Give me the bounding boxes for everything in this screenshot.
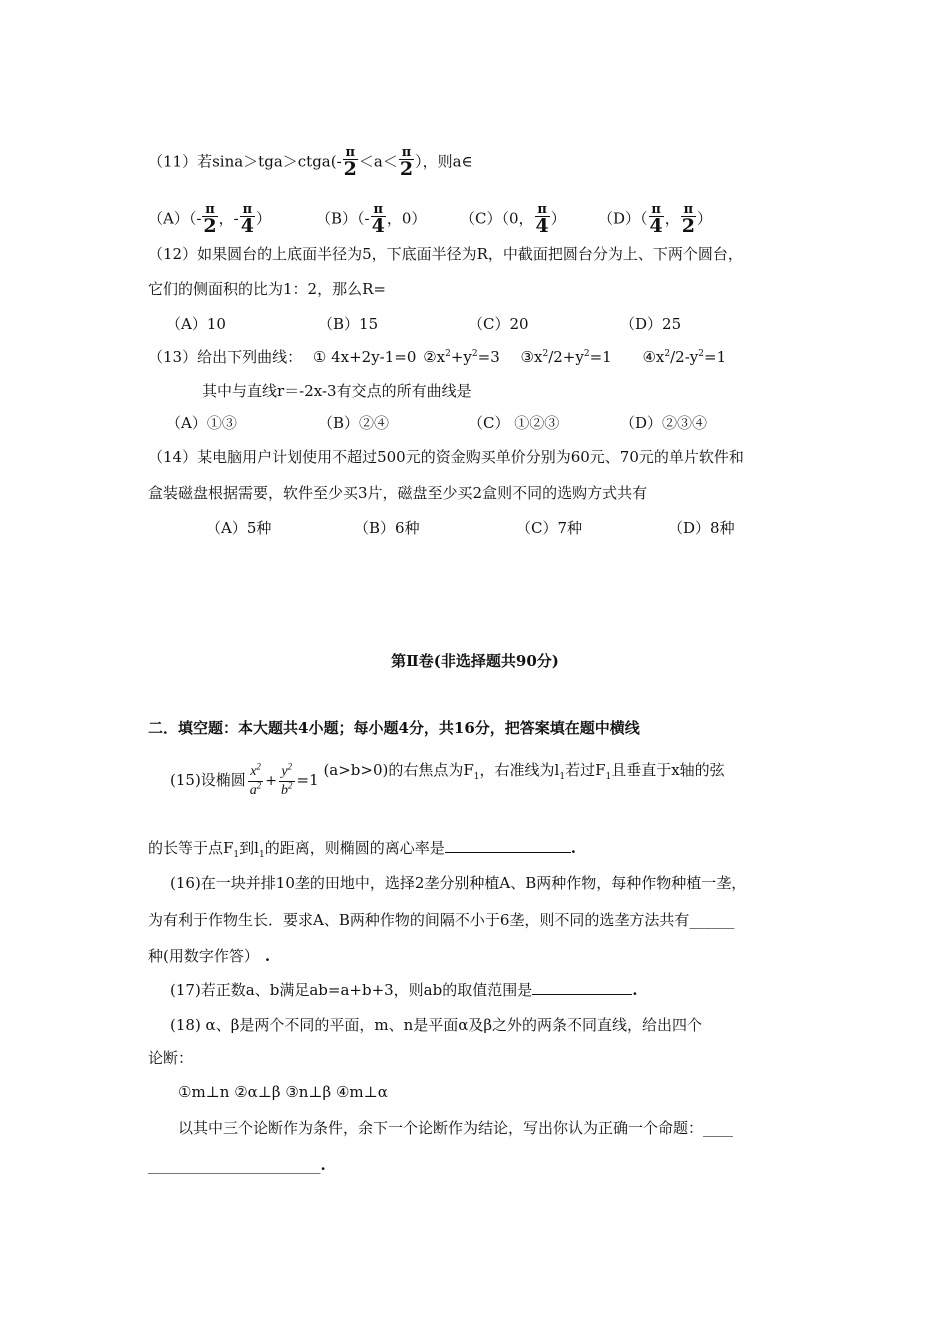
q16-line2: 为有利于作物生长．要求A、B两种作物的间隔不小于6垄，则不同的选垄方法共有______ — [148, 911, 735, 929]
q17-line1: (17)若正数a、b满足ab=a+b+3，则ab的取值范围是 . — [170, 981, 638, 999]
q11-option-b: （B）（- $\frac{\pi}{4}$ ，0） — [316, 202, 427, 237]
q13-option-c: （C） ①②③ — [468, 414, 560, 432]
q11-mid: ＜a＜ — [358, 152, 398, 171]
q18-line5: _______________________. — [148, 1156, 326, 1174]
pi-over-2-fraction: $\frac{\pi}{2}$ — [343, 145, 357, 180]
q11-prefix: （11）若sina＞tga＞ctga(- — [148, 152, 342, 171]
q12-line2: 它们的侧面积的比为1：2，那么R= — [148, 280, 386, 298]
q12-option-c: （C）20 — [468, 315, 529, 333]
q12-option-b: （B）15 — [318, 315, 379, 333]
q18-line3: ①m⊥n ②α⊥β ③n⊥β ④m⊥α — [178, 1083, 388, 1101]
q13-option-d: （D）②③④ — [620, 414, 708, 432]
q16-line3: 种(用数字作答） . — [148, 947, 271, 965]
q11-option-c: （C）（0， $\frac{\pi}{4}$ ） — [460, 202, 566, 237]
part2-title: 第Ⅱ卷(非选择题共90分) — [391, 652, 559, 670]
q14-option-d: （D）8种 — [668, 519, 735, 537]
y2-over-b2-fraction: $\frac{y^2}{b^2}$ — [281, 761, 293, 798]
x2-over-a2-fraction: $\frac{x^2}{a^2}$ — [249, 761, 262, 798]
q11-stem — [148, 146, 473, 179]
q14-option-a: （A）5种 — [206, 519, 272, 537]
q12-option-d: （D）25 — [620, 315, 682, 333]
q13-line2: 其中与直线r＝-2x-3有交点的所有曲线是 — [202, 382, 472, 400]
q18-line4: 以其中三个论断作为条件，余下一个论断作为结论，写出你认为正确一个命题：____ — [178, 1119, 734, 1137]
q12-line1: （12）如果圆台的上底面半径为5，下底面半径为R，中截面把圆台分为上、下两个圆台， — [148, 245, 743, 263]
section2-heading: 二．填空题：本大题共4小题；每小题4分，共16分，把答案填在题中横线 — [148, 719, 640, 737]
q11-suffix: ），则a∈ — [415, 152, 473, 171]
q14-line2: 盒装磁盘根据需要，软件至少买3片，磁盘至少买2盒则不同的选购方式共有 — [148, 484, 648, 502]
answer-blank-17[interactable] — [532, 980, 632, 995]
q13-option-a: （A）①③ — [166, 414, 237, 432]
q14-line1: （14）某电脑用户计划使用不超过500元的资金购买单价分别为60元、70元的单片软件和 — [148, 448, 744, 466]
pi-over-2-fraction: $\frac{\pi}{2}$ — [399, 145, 414, 180]
q11-option-d: （D）（ $\frac{\pi}{4}$ ， $\frac{\pi}{2}$ ） — [598, 202, 713, 237]
q12-option-a: （A）10 — [166, 315, 226, 333]
q16-line1: (16)在一块并排10垄的田地中，选择2垄分别种植A、B两种作物，每种作物种植一垄， — [170, 874, 747, 892]
answer-blank-15[interactable] — [445, 838, 571, 853]
q11-option-a: （A）（- $\frac{\pi}{2}$ ，- $\frac{\pi}{4}$ ） — [148, 202, 271, 237]
q18-line1: (18) α、β是两个不同的平面，m、n是平面α及β之外的两条不同直线，给出四个 — [170, 1016, 703, 1034]
q13-option-b: （B）②④ — [318, 414, 390, 432]
q14-option-b: （B）6种 — [354, 519, 420, 537]
q13-line1: （13）给出下列曲线： ① 4x+2y-1=0 $②x^2+y^2=3$ $③x^2/2+y^2=1$ $④x^2/2-y^2=1$ — [148, 348, 727, 366]
answer-blank-18[interactable]: _______________________ — [148, 1156, 321, 1174]
q15-line2: 的长等于点$F_1$到$l_1$的距离，则椭圆的离心率是 . — [148, 839, 576, 860]
q14-option-c: （C）7种 — [516, 519, 583, 537]
q18-line2: 论断： — [148, 1049, 194, 1067]
q15-line1: (15)设椭圆 $\frac{x^2}{a^2}$ + $\frac{y^2}{b^2}$ =1 (a>b>0)的右焦点为$F_1$，右准线为$l_1$若过$F_1$且垂直于x轴的弦 — [170, 761, 725, 798]
